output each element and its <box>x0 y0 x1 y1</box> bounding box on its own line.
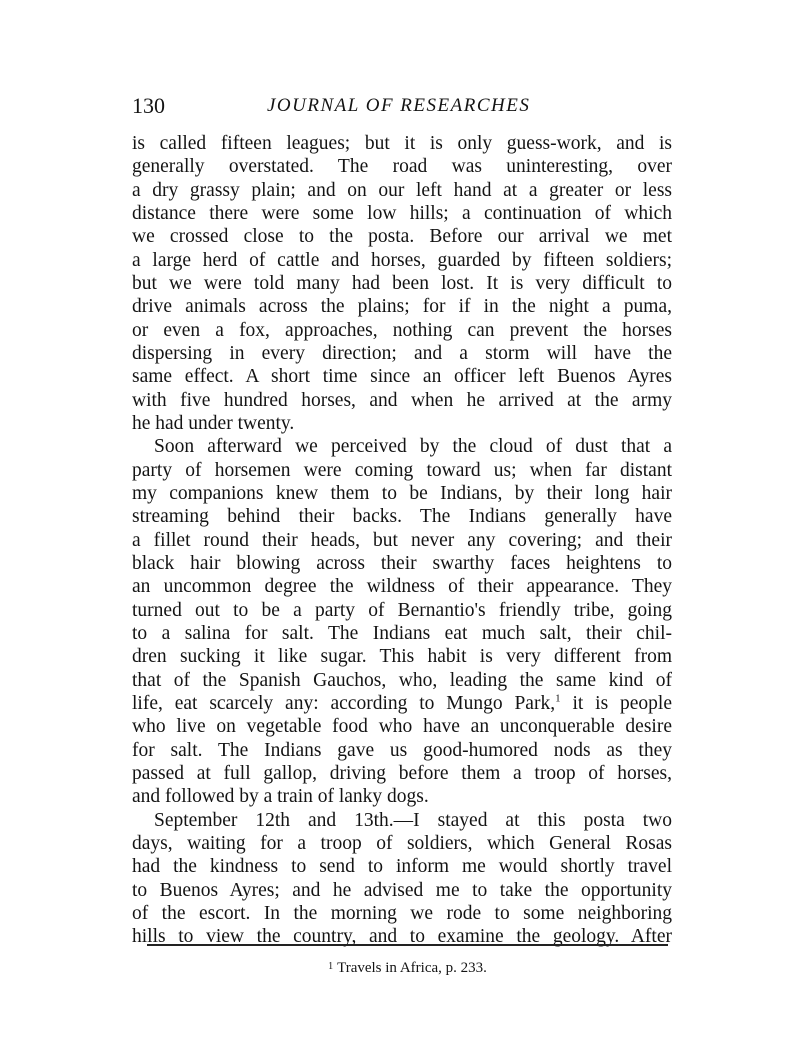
text-segment: it is people <box>560 692 673 714</box>
text-line: a large herd of cattle and horses, guarded by fifteen soldiers; <box>132 249 672 271</box>
text-line: is called fifteen leagues; but it is only guess-work, and is <box>132 133 672 154</box>
text-line: drive animals across the plains; for if in the night a puma, <box>132 296 672 318</box>
running-head: JOURNAL OF RESEARCHES <box>267 95 531 116</box>
text-line: or even a fox, approaches, nothing can prevent the horses <box>132 319 672 341</box>
text-line: distance there were some low hills; a continuation of which <box>132 202 672 224</box>
text-line: for salt. The Indians gave us good-humored nods as they <box>132 739 672 761</box>
text-line: of the escort. In the morning we rode to some neighboring <box>132 902 672 924</box>
text-line: an uncommon degree the wildness of their appearance. They <box>132 576 672 598</box>
text-line: my companions knew them to be Indians, by their long hair <box>132 482 672 504</box>
footnote-text: Travels in Africa, p. 233. <box>337 960 487 976</box>
text-line: we crossed close to the posta. Before our arrival we met <box>132 226 672 248</box>
text-line: and followed by a train of lanky dogs. <box>132 786 429 808</box>
footnote <box>147 956 668 979</box>
text-line: turned out to be a party of Bernantio's friendly tribe, going <box>132 599 672 621</box>
text-line: passed at full gallop, driving before them a troop of horses, <box>132 762 672 784</box>
text-line: days, waiting for a troop of soldiers, which General Rosas <box>132 832 672 854</box>
text-line: who live on vegetable food who have an unconquerable desire <box>132 716 672 738</box>
text-line: hills to view the country, and to examine the geology. After <box>132 926 672 948</box>
body-text <box>132 132 672 948</box>
text-line: that of the Spanish Gauchos, who, leading the same kind of <box>132 669 672 691</box>
footnote-reference[interactable]: 1 <box>555 692 561 705</box>
text-line-with-footnote-ref <box>132 692 672 715</box>
paragraph-start-line: September 12th and 13th.—I stayed at this posta two <box>154 809 672 831</box>
text-line: party of horsemen were coming toward us; when far distant <box>132 459 672 481</box>
text-line: to a salina for salt. The Indians eat much salt, their chil- <box>132 622 672 644</box>
text-line: dren sucking it like sugar. This habit is very different from <box>132 646 672 668</box>
paragraph-start-line: Soon afterward we perceived by the cloud of dust that a <box>154 436 672 458</box>
text-line: streaming behind their backs. The Indians generally have <box>132 506 672 528</box>
text-line: same effect. A short time since an officer left Buenos Ayres <box>132 366 672 388</box>
text-segment: life, eat scarcely any: according to Mungo Park, <box>132 692 556 714</box>
text-line: but we were told many had been lost. It is very difficult to <box>132 272 672 294</box>
footnote-rule <box>147 944 668 946</box>
page-header <box>132 91 672 121</box>
text-line: had the kindness to send to inform me would shortly travel <box>132 856 672 878</box>
text-line: black hair blowing across their swarthy faces heightens to <box>132 552 672 574</box>
text-line: dispersing in every direction; and a storm will have the <box>132 342 672 364</box>
text-line: with five hundred horses, and when he arrived at the army <box>132 389 672 411</box>
text-line: to Buenos Ayres; and he advised me to take the opportunity <box>132 879 672 901</box>
text-line: a dry grassy plain; and on our left hand at a greater or less <box>132 179 672 201</box>
text-line: generally overstated. The road was uninteresting, over <box>132 156 672 178</box>
footnote-marker: 1 <box>328 961 334 972</box>
text-line: a fillet round their heads, but never any covering; and their <box>132 529 672 551</box>
page-number: 130 <box>132 93 165 118</box>
text-line: he had under twenty. <box>132 412 295 434</box>
